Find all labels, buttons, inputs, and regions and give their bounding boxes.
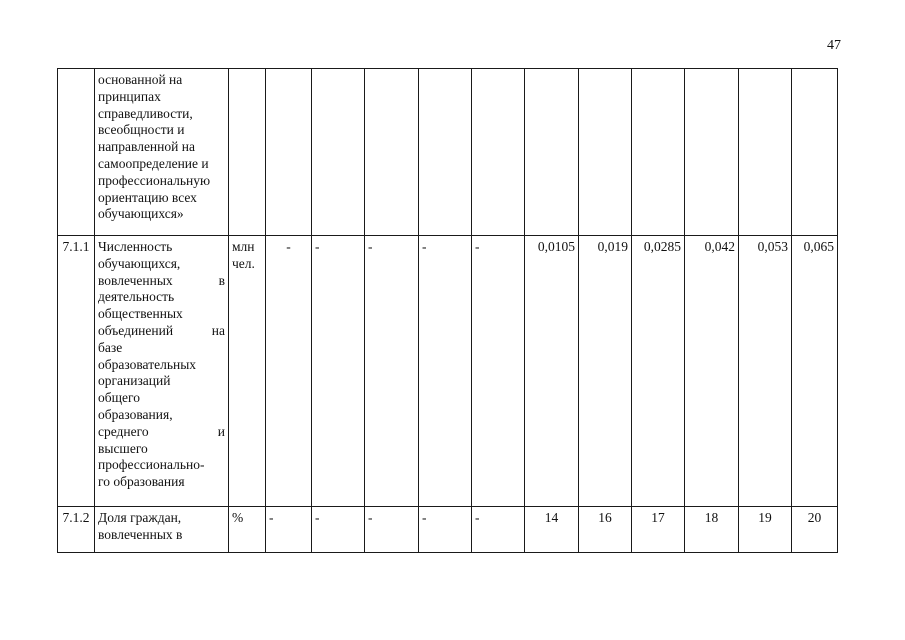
description-line: профессионально- [98,457,205,473]
value-cell: 18 [685,507,739,553]
row-number-cell [58,69,95,236]
description-line: го образования [98,474,185,490]
description-line: организаций [98,373,171,389]
description-cell [95,236,229,507]
value-cell: 0,042 [685,236,739,507]
unit-line: % [232,510,244,525]
value-cell: 0,053 [739,236,792,507]
description-line: самоопределение и [98,155,209,171]
unit-cell [229,507,266,553]
unit-line: чел. [232,255,255,271]
value-cell: 19 [739,507,792,553]
description-line: высшего [98,440,148,456]
row-number-cell: 7.1.1 [58,236,95,507]
description-line: среднего и [98,423,225,439]
value-cell: - [472,236,525,507]
description-line: деятельность [98,289,175,305]
value-cell [579,69,632,236]
description-line: вовлеченных в [98,272,225,288]
value-cell: - [419,507,472,553]
description-line: основанной на [98,72,183,87]
value-cell [632,69,685,236]
value-cell: - [472,507,525,553]
description-line: образования, [98,406,173,422]
value-cell: 0,0285 [632,236,685,507]
description-line: общего [98,390,140,406]
indicator-table [57,68,838,553]
value-cell [365,69,419,236]
description-cell [95,507,229,553]
value-cell: - [365,236,419,507]
description-cell [95,69,229,236]
description-line: обучающихся» [98,206,184,222]
value-cell [739,69,792,236]
description-line: справедливости, [98,105,193,121]
unit-cell [229,236,266,507]
description-line: всеобщности и [98,122,185,138]
table-row [58,69,838,236]
value-cell: 16 [579,507,632,553]
description-line: направленной на [98,139,195,155]
value-cell: - [312,236,365,507]
value-cell: 0,0105 [525,236,579,507]
value-cell: 20 [792,507,838,553]
value-cell [312,69,365,236]
value-cell: - [419,236,472,507]
table-row [58,236,838,507]
description-line: принципах [98,88,161,104]
description-line: ориентацию всех [98,189,197,205]
value-cell [266,69,312,236]
value-cell [419,69,472,236]
description-line: профессиональную [98,172,211,188]
description-line: Численность [98,239,173,254]
value-cell [472,69,525,236]
value-cell: - [266,507,312,553]
description-line: образовательных [98,356,197,372]
value-cell: - [365,507,419,553]
value-cell: - [312,507,365,553]
value-cell [525,69,579,236]
page-number: 47 [827,38,841,53]
description-line: базе [98,339,123,355]
row-number-cell: 7.1.2 [58,507,95,553]
value-cell: 14 [525,507,579,553]
unit-line: млн [232,239,255,254]
unit-cell [229,69,266,236]
value-cell: 17 [632,507,685,553]
description-line: вовлеченных в [98,526,183,542]
value-cell: 0,065 [792,236,838,507]
description-line: объединений на [98,322,225,338]
value-cell: - [266,236,312,507]
description-line: Доля граждан, [98,510,182,525]
value-cell [685,69,739,236]
value-cell: 0,019 [579,236,632,507]
table-row [58,507,838,553]
value-cell [792,69,838,236]
description-line: общественных [98,306,183,322]
description-line: обучающихся, [98,255,181,271]
